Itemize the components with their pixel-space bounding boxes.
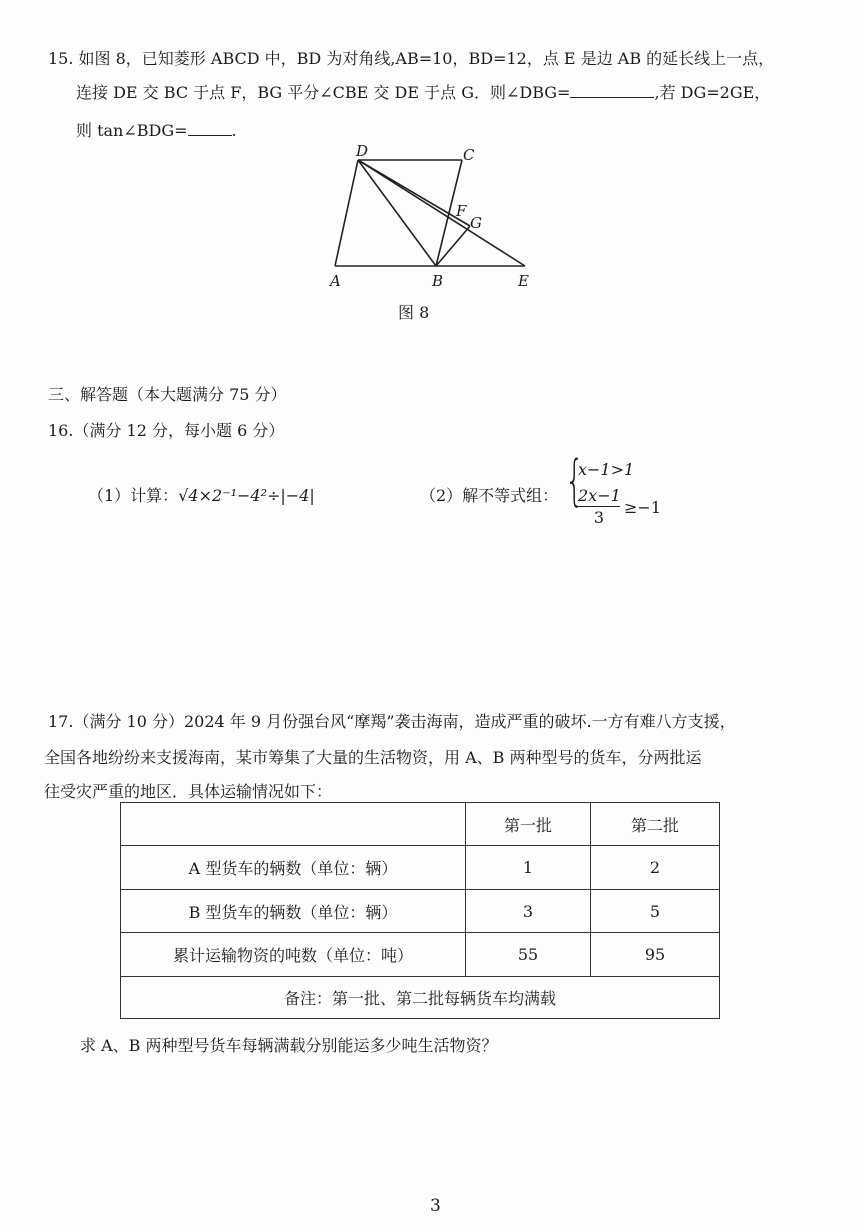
- q15-line3-text: 则 tan∠BDG=: [76, 121, 188, 140]
- q17-line2: 全国各地纷纷来支援海南，某市筹集了大量的生活物资，用 A、B 两种型号的货车，分两批运: [44, 748, 702, 767]
- table-row: [121, 846, 720, 890]
- transport-table: [120, 802, 720, 1019]
- brace: {: [565, 449, 584, 512]
- table-header-cell: [121, 803, 466, 846]
- label-f: F: [456, 202, 467, 220]
- table-cell: 55: [466, 933, 591, 977]
- q15-line3: 则 tan∠BDG= .: [76, 121, 237, 140]
- q16-part2-label: （2）解不等式组：: [420, 486, 559, 505]
- ineq-2-denominator: 3: [593, 508, 605, 527]
- q17-question: 求 A、B 两种型号货车每辆满载分别能运多少吨生活物资？: [80, 1036, 498, 1055]
- geometry-figure: [320, 140, 540, 300]
- q15-line2-text-b: ,若 DG=2GE，: [654, 83, 771, 102]
- table-cell: 2: [591, 846, 720, 890]
- section-title: 三、解答题（本大题满分 75 分）: [48, 385, 287, 404]
- label-a: A: [330, 272, 341, 290]
- table-header-row: [121, 803, 720, 846]
- label-g: G: [470, 214, 482, 232]
- table-cell: 3: [466, 890, 591, 933]
- q16-header: 16.（满分 12 分，每小题 6 分）: [48, 421, 285, 440]
- label-c: C: [463, 146, 475, 164]
- q16-part1-label: （1）计算：: [88, 486, 179, 505]
- segment-de: [358, 160, 525, 266]
- table-row: [121, 933, 720, 977]
- ineq-1: x−1>1: [578, 460, 635, 479]
- page-number: 3: [430, 1196, 441, 1216]
- q15-line1: 15. 如图 8，已知菱形 ABCD 中，BD 为对角线,AB=10，BD=12，点 E 是边 AB 的延长线上一点，: [48, 49, 775, 68]
- q15-line2: [76, 80, 770, 103]
- table-header-cell: 第一批: [466, 803, 591, 846]
- q16-part1: [88, 483, 315, 506]
- q16-part1-expression: √4×2⁻¹−4²÷|−4|: [178, 486, 315, 505]
- ineq-2-numerator: 2x−1: [578, 486, 621, 505]
- table-header-cell: 第二批: [591, 803, 720, 846]
- table-cell: B 型货车的辆数（单位：辆）: [121, 890, 466, 933]
- table-note: 备注：第一批、第二批每辆货车均满载: [121, 977, 720, 1019]
- table-cell: A 型货车的辆数（单位：辆）: [121, 846, 466, 890]
- table-row: [121, 890, 720, 933]
- table-note-row: [121, 977, 720, 1019]
- q15-line2-text-a: 连接 DE 交 BC 于点 F，BG 平分∠CBE 交 DE 于点 G．则∠DBG=: [76, 83, 571, 102]
- q17-line3: 往受灾严重的地区．具体运输情况如下：: [44, 782, 333, 801]
- table-cell: 95: [591, 933, 720, 977]
- figure-caption: 图 8: [398, 303, 430, 322]
- table-cell: 5: [591, 890, 720, 933]
- answer-blank-angle: [570, 81, 654, 98]
- q17-line1: 17.（满分 10 分）2024 年 9 月份强台风“摩羯”袭击海南，造成严重的破坏.一方有难八方支援，: [48, 712, 736, 731]
- table-cell: 1: [466, 846, 591, 890]
- label-e: E: [518, 272, 529, 290]
- table-cell: 累计运输物资的吨数（单位：吨）: [121, 933, 466, 977]
- ineq-2-rhs: ≥−1: [624, 498, 661, 517]
- label-d: D: [356, 142, 369, 160]
- ineq-2-fraction: [578, 486, 620, 529]
- answer-blank-tan: [188, 119, 232, 136]
- label-b: B: [432, 272, 444, 290]
- segment-db: [358, 160, 436, 266]
- segment-da: [335, 160, 358, 266]
